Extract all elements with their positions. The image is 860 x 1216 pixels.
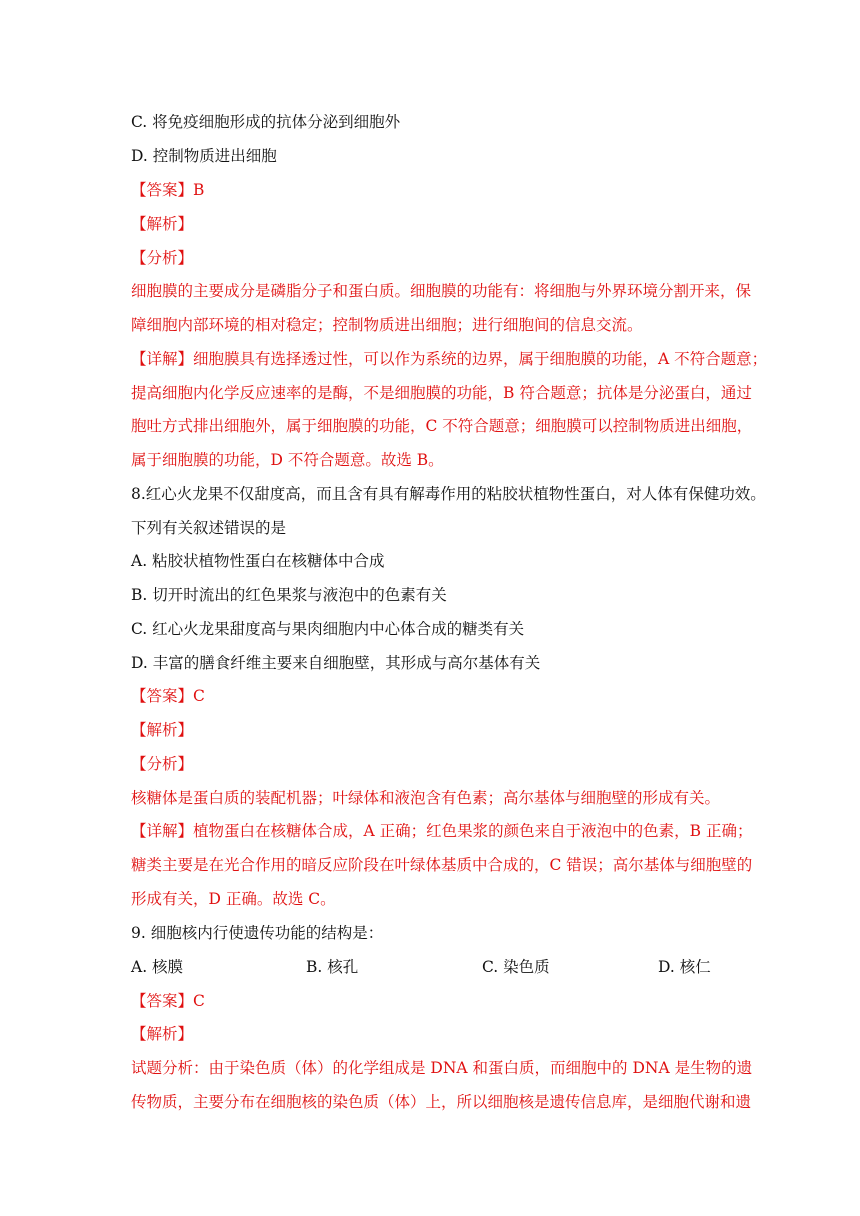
q7-analysis-line: 障细胞内部环境的相对稳定；控制物质进出细胞；进行细胞间的信息交流。: [131, 316, 643, 334]
q9-stem: 9. 细胞核内行使遗传功能的结构是：: [131, 924, 384, 942]
q8-option-b: B. 切开时流出的红色果浆与液泡中的色素有关: [131, 586, 447, 604]
q8-analysis: 核糖体是蛋白质的装配机器；叶绿体和液泡含有色素；高尔基体与细胞壁的形成有关。: [131, 789, 721, 807]
q7-option-d: D. 控制物质进出细胞: [131, 147, 277, 165]
q7-option-c: C. 将免疫细胞形成的抗体分泌到细胞外: [131, 113, 401, 131]
q9-option-d: D. 核仁: [658, 958, 711, 976]
q9-option-c: C. 染色质: [482, 958, 550, 976]
q8-jiexi-heading: 【解析】: [131, 721, 194, 739]
q7-detail-line: 提高细胞内化学反应速率的是酶，不是细胞膜的功能，B 符合题意；抗体是分泌蛋白，通过: [131, 384, 752, 402]
q7-detail-line: 【详解】细胞膜具有选择透过性，可以作为系统的边界，属于细胞膜的功能，A 不符合题意；: [131, 350, 768, 368]
q7-answer: 【答案】B: [131, 181, 205, 199]
q9-answer: 【答案】C: [131, 992, 205, 1010]
q8-detail-line: 形成有关，D 正确。故选 C。: [131, 890, 336, 908]
q8-stem-line: 8.红心火龙果不仅甜度高，而且含有具有解毒作用的粘胶状植物性蛋白，对人体有保健功效。: [131, 485, 766, 503]
q8-fenxi-heading: 【分析】: [131, 755, 194, 773]
q7-jiexi-heading: 【解析】: [131, 215, 194, 233]
q7-analysis-line: 细胞膜的主要成分是磷脂分子和蛋白质。细胞膜的功能有：将细胞与外界环境分割开来，保: [131, 282, 752, 300]
q8-option-d: D. 丰富的膳食纤维主要来自细胞壁，其形成与高尔基体有关: [131, 654, 541, 672]
q9-analysis-line: 传物质，主要分布在细胞核的染色质（体）上，所以细胞核是遗传信息库，是细胞代谢和遗: [131, 1093, 752, 1111]
q7-detail-line: 胞吐方式排出细胞外，属于细胞膜的功能，C 不符合题意；细胞膜可以控制物质进出细胞，: [131, 417, 753, 435]
q9-option-b: B. 核孔: [306, 958, 359, 976]
q9-option-a: A. 核膜: [131, 958, 184, 976]
q8-option-a: A. 粘胶状植物性蛋白在核糖体中合成: [131, 552, 385, 570]
q9-analysis-line: 试题分析：由于染色质（体）的化学组成是 DNA 和蛋白质，而细胞中的 DNA 是生物的遗: [131, 1059, 753, 1077]
q9-jiexi-heading: 【解析】: [131, 1025, 194, 1043]
q8-option-c: C. 红心火龙果甜度高与果肉细胞内中心体合成的糖类有关: [131, 620, 525, 638]
q8-detail-line: 【详解】植物蛋白在核糖体合成，A 正确；红色果浆的颜色来自于液泡中的色素，B 正确；: [131, 822, 753, 840]
q7-fenxi-heading: 【分析】: [131, 249, 194, 267]
q7-detail-line: 属于细胞膜的功能，D 不符合题意。故选 B。: [131, 451, 444, 469]
q8-answer: 【答案】C: [131, 687, 205, 705]
q8-stem-line: 下列有关叙述错误的是: [131, 519, 287, 537]
q8-detail-line: 糖类主要是在光合作用的暗反应阶段在叶绿体基质中合成的，C 错误；高尔基体与细胞壁的: [131, 856, 753, 874]
